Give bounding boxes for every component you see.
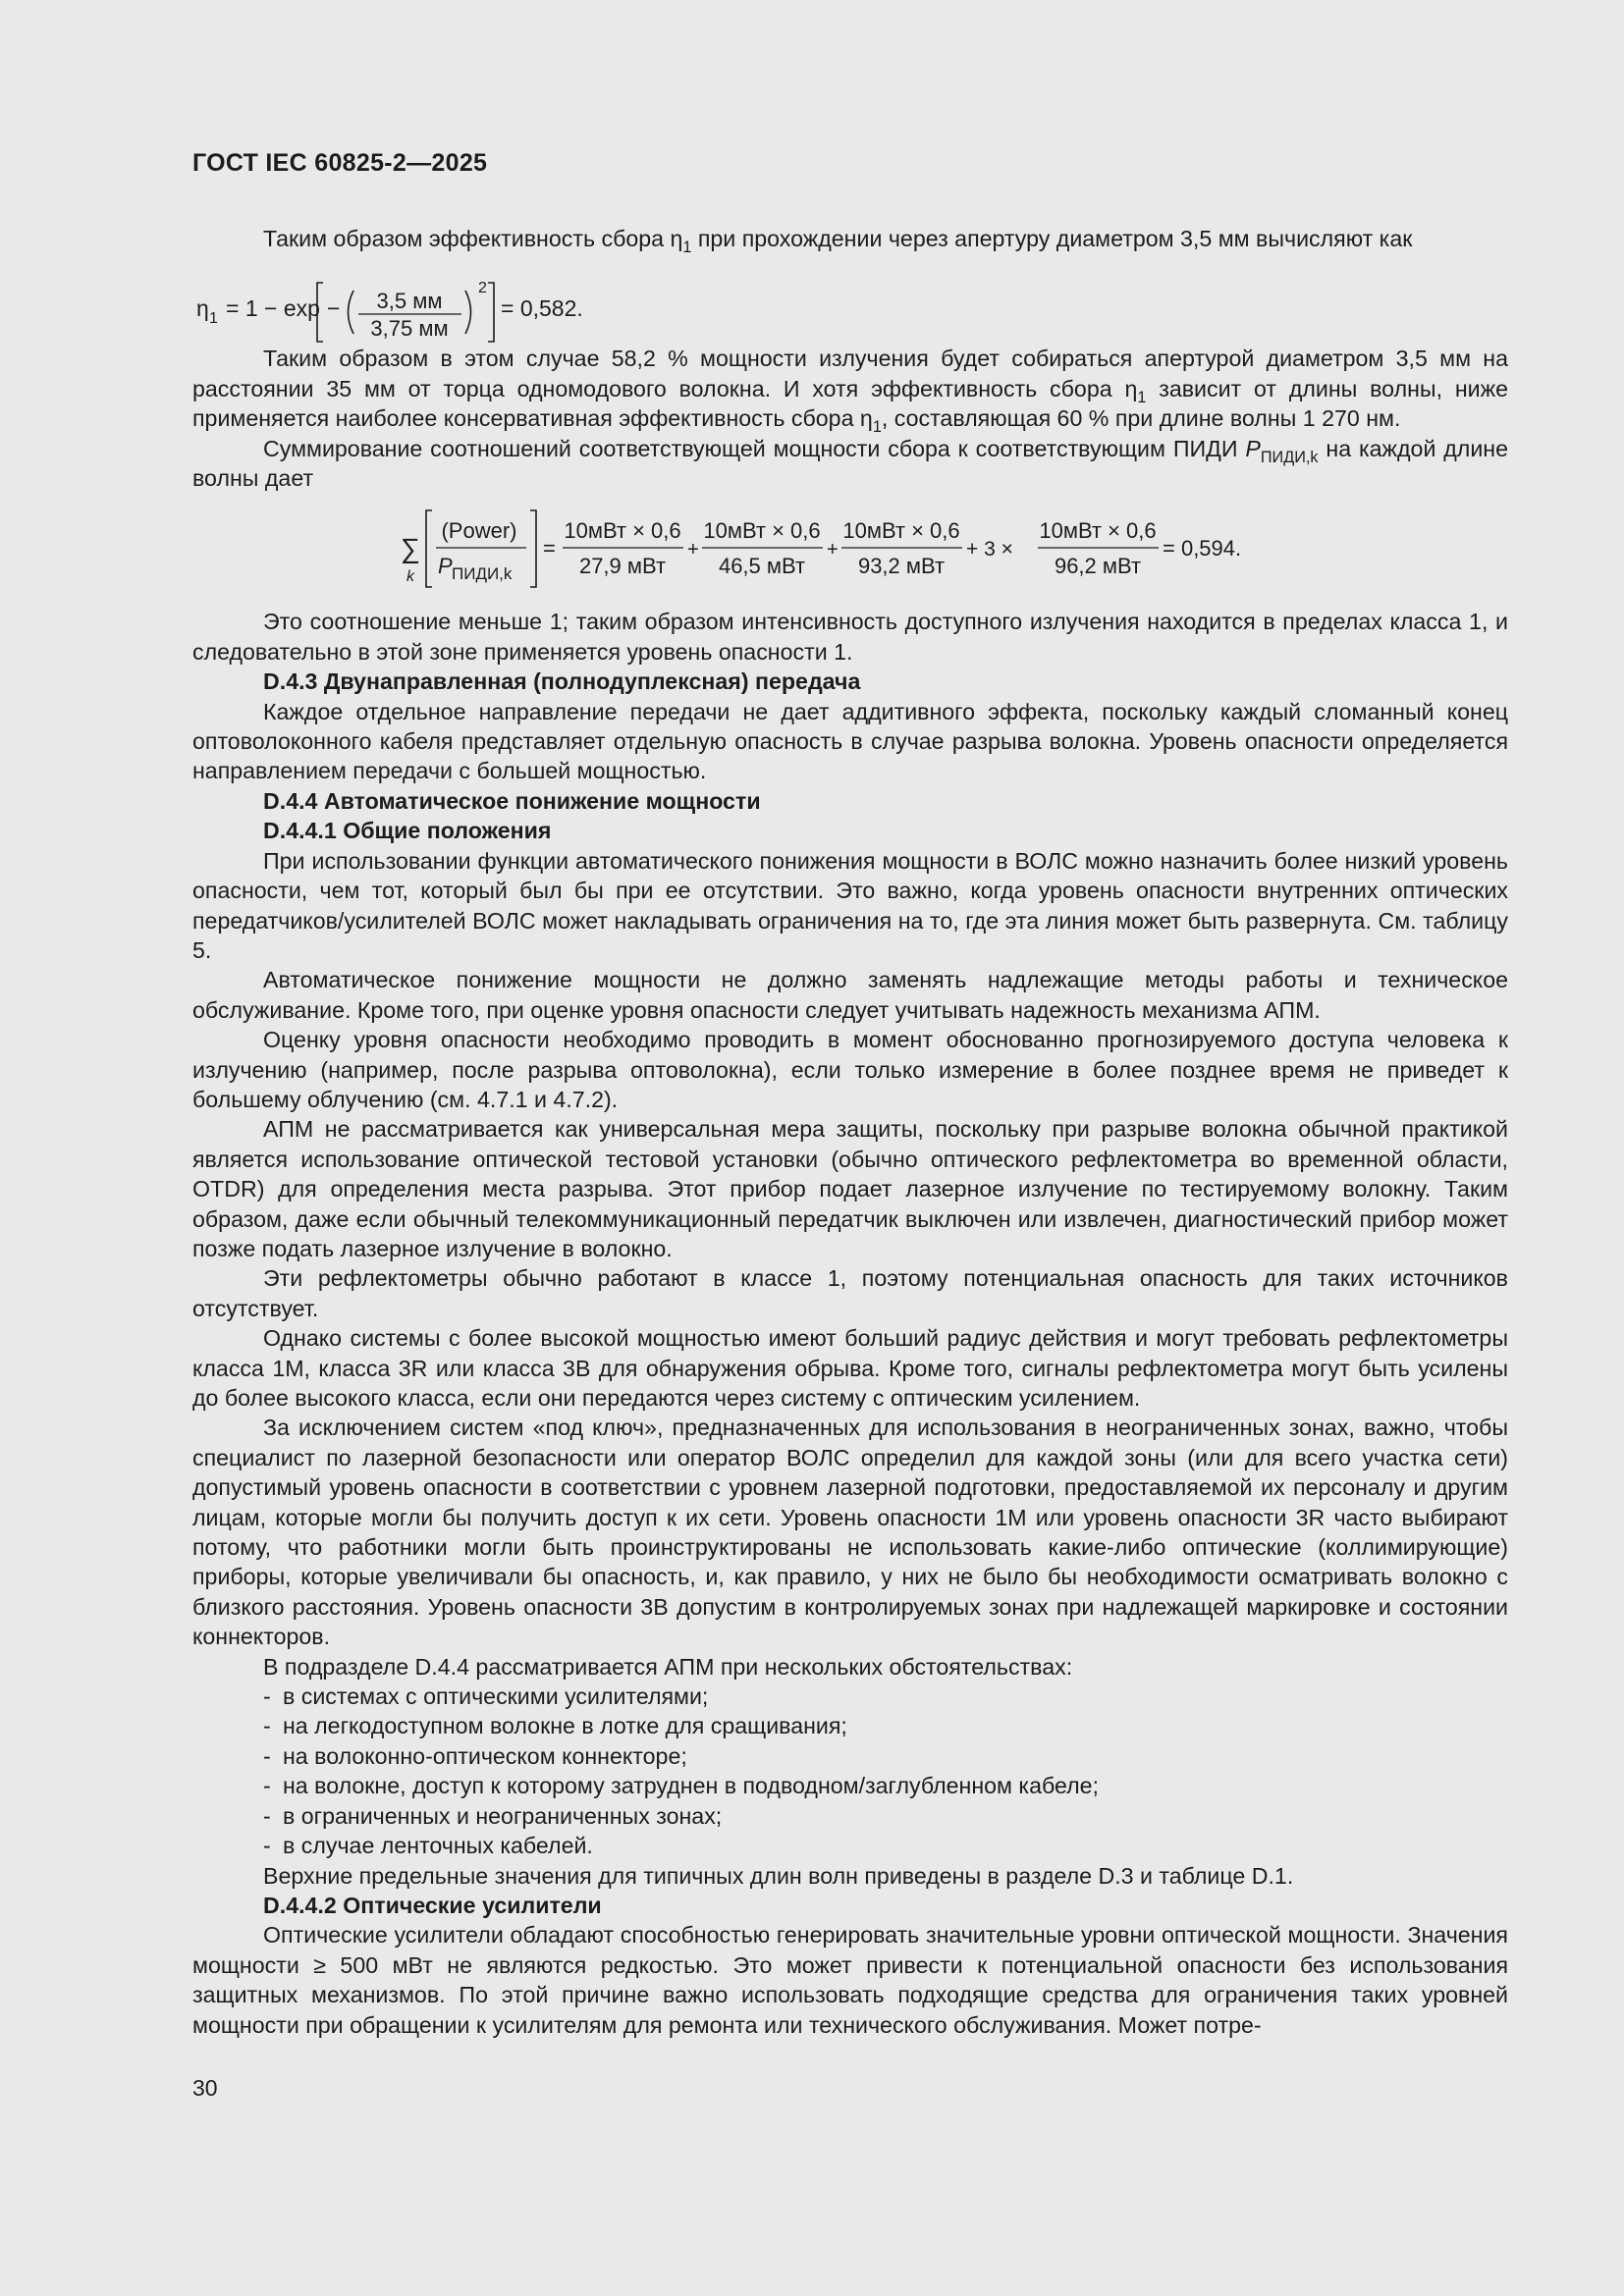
term-2-numerator: 10мВт × 0,6	[703, 518, 821, 544]
list-dash: -	[263, 1802, 271, 1829]
heading-d43: D.4.3 Двунаправленная (полнодуплексная) передача	[263, 668, 861, 695]
list-item-text: на легкодоступном волокне в лотке для сращивания;	[283, 1713, 847, 1739]
formula-efficiency	[192, 253, 1508, 344]
text-run: Суммирование соотношений соответствующей мощности сбора к соответствующим ПИДИ	[263, 435, 1246, 461]
paragraph-result-explanation	[192, 344, 1508, 437]
right-paren	[465, 291, 471, 334]
left-paren	[349, 291, 354, 334]
list-item-text: в системах с оптическими усилителями;	[283, 1683, 709, 1710]
equals-sign: =	[543, 536, 556, 561]
term-3-denominator: 93,2 мВт	[857, 554, 946, 579]
list-item-text: в случае ленточных кабелей.	[283, 1833, 593, 1859]
formula-power: 2	[478, 280, 487, 297]
paragraph-circumstances: В подразделе D.4.4 рассматривается АПМ при нескольких обстоятельствах:	[263, 1653, 1073, 1680]
paragraph-collection-efficiency	[192, 224, 1508, 256]
term-1-denominator: 27,9 мВт	[578, 554, 667, 579]
paragraph-turnkey: За исключением систем «под ключ», предназначенных для использования в неограниченных зонах, важно, чтобы специалист по лазерной безопасности или оператор ВОЛС определил для каждой зоны (или для всего участка сети) допустимый уровень опасности в соответствии с уровнем лазерной подготовки, предоставляемой их персоналу и другим лицам, которые могли бы получить доступ к их сети. Уровень опасности 1М или уровень опасности 3R часто выбирают потому, что работники могли быть проинструктированы не использовать какие-либо оптические (коллимирующие) приборы, которые увеличивали бы опасность, и, как правило, у них не было бы необходимости осматривать волокно с близкого расстояния. Уровень опасности 3В допустим в контролируемых зонах при надлежащей маркировке и состоянии коннекторов.	[192, 1415, 1508, 1650]
text-run: при прохождении через апертуру диаметром 3,5 мм вычисляют как	[691, 226, 1413, 251]
heading-d44: D.4.4 Автоматическое понижение мощности	[263, 787, 761, 814]
paragraph-conclusion: Это соотношение меньше 1; таким образом интенсивность доступного излучения находится в пределах класса 1, и следовательно в этой зоне применяется уровень опасности 1.	[192, 609, 1508, 665]
formula-denominator: 3,75 мм	[370, 316, 449, 342]
term-4-numerator: 10мВт × 0,6	[1039, 518, 1157, 544]
plus-sign: +	[827, 539, 839, 561]
document-header: ГОСТ IEC 60825-2—2025	[192, 149, 488, 177]
formula-minus: −	[327, 295, 341, 322]
formula-result: = 0,582.	[501, 295, 583, 322]
sum-symbol: ∑	[401, 533, 420, 564]
p-symbol: P	[438, 554, 453, 579]
p-subscript: ПИДИ,k	[452, 564, 513, 584]
paragraph-limits: Верхние предельные значения для типичных длин волн приведены в разделе D.3 и таблице D.1.	[263, 1862, 1294, 1889]
formula-numerator: 3,5 мм	[376, 289, 443, 314]
circumstances-list	[192, 1682, 1508, 1860]
paragraph-otdr: АПМ не рассматривается как универсальная мера защиты, поскольку при разрыве волокна обычной практикой является использование оптической тестовой установки (обычно оптического рефлектометра во временной области, OTDR) для определения места разрыва. Этот прибор подает лазерное излучение по тестируемому волокну. Таким образом, даже если обычный телекоммуникационный передатчик выключен или извлечен, диагностический прибор может позже подать лазерное излучение в волокно.	[192, 1116, 1508, 1261]
paragraph-reflectometers: Эти рефлектометры обычно работают в классе 1, поэтому потенциальная опасность для таких источников отсутствует.	[192, 1265, 1508, 1321]
list-item-text: в ограниченных и неограниченных зонах;	[283, 1802, 723, 1829]
paragraph-assessment: Оценку уровня опасности необходимо проводить в момент обоснованно прогнозируемого доступа человека к излучению (например, после разрыва оптоволокна), если только измерение в более позднее время не приведет к большему облучению (см. 4.7.1 и 4.7.2).	[192, 1027, 1508, 1112]
formula-exp: = 1 − exp	[226, 295, 320, 322]
plus-sign: +	[687, 539, 699, 561]
term-3-numerator: 10мВт × 0,6	[842, 518, 960, 544]
subscript: 1	[872, 418, 882, 437]
term-1-numerator: 10мВт × 0,6	[564, 518, 681, 544]
text-run: Таким образом эффективность сбора η	[263, 226, 683, 251]
text-run: Таким образом в этом случае 58,2 % мощности излучения будет собираться апертурой диаметром 3,5 мм на расстоянии 35 мм от торца одномодового волокна. И хотя эффективность сбора η	[192, 346, 1508, 401]
paragraph-high-power: Однако системы с более высокой мощностью имеют больший радиус действия и могут требовать рефлектометры класса 1М, класса 3R или класса 3В для обнаружения обрыва. Кроме того, сигналы рефлектометра могут быть усилены до более высокого класса, если они передаются через систему с оптическим усилением.	[192, 1325, 1508, 1411]
list-item	[192, 1711, 1508, 1740]
text-run: зависит от длины волны, ниже применяется наиболее консервативная эффективность сбора η	[192, 375, 1508, 432]
formula-summation	[192, 499, 1508, 607]
subscript: 1	[682, 239, 692, 256]
list-dash: -	[263, 1713, 271, 1739]
list-item	[192, 1801, 1508, 1831]
list-item	[192, 1741, 1508, 1771]
power-label: (Power)	[441, 518, 517, 544]
paragraph-summation-intro	[192, 434, 1508, 494]
list-item	[192, 1682, 1508, 1711]
list-item	[192, 1771, 1508, 1800]
formula-efficiency-svg	[196, 253, 609, 344]
paragraph-apm-maintenance: Автоматическое понижение мощности не должно заменять надлежащие методы работы и техническое обслуживание. Кроме того, при оценке уровня опасности следует учитывать надежность механизма АПМ.	[192, 967, 1508, 1023]
formula-summation-svg	[401, 499, 1324, 607]
list-dash: -	[263, 1833, 271, 1859]
text-run: , составляющая 60 % при длине волны 1 270 нм.	[881, 405, 1401, 432]
list-dash: -	[263, 1773, 271, 1799]
right-bracket	[530, 510, 536, 587]
paragraph-apm-usage: При использовании функции автоматического понижения мощности в ВОЛС можно назначить более низкий уровень опасности, чем тот, который был бы при ее отсутствии. Это важно, когда уровень опасности внутренних оптических передатчиков/усилителей ВОЛС может накладывать ограничения на то, где эта линия может быть развернута. См. таблицу 5.	[192, 847, 1508, 963]
page-body	[192, 224, 1508, 2040]
list-item-text: на волоконно-оптическом коннекторе;	[283, 1742, 687, 1769]
symbol-p: P	[1245, 435, 1261, 461]
subscript: 1	[1137, 388, 1147, 406]
list-item-text: на волокне, доступ к которому затруднен в подводном/заглубленном кабеле;	[283, 1773, 1099, 1799]
left-bracket	[426, 510, 432, 587]
coefficient: + 3 ×	[966, 538, 1013, 561]
right-bracket	[488, 283, 494, 342]
formula-lhs-sub: 1	[209, 310, 218, 328]
term-2-denominator: 46,5 мВт	[718, 554, 806, 579]
text-run: на каждой длине волны дает	[192, 435, 1508, 492]
term-4-denominator: 96,2 мВт	[1054, 554, 1142, 579]
subscript: ПИДИ,k	[1260, 448, 1319, 466]
list-item	[192, 1831, 1508, 1860]
page-number: 30	[192, 2075, 218, 2101]
summation-result: = 0,594.	[1163, 536, 1242, 561]
heading-d441: D.4.4.1 Общие положения	[263, 818, 552, 844]
sum-index: k	[406, 568, 414, 586]
formula-lhs: η	[196, 295, 209, 322]
paragraph-optical-amplifiers: Оптические усилители обладают способностью генерировать значительные уровни оптической мощности. Значения мощности ≥ 500 мВт не являются редкостью. Это может привести к потенциальной опасности без использования защитных механизмов. По этой причине важно использовать подходящие средства для ограничения таких уровней мощности при обращении к усилителям для ремонта или технического обслуживания. Может потре-	[192, 1922, 1508, 2038]
paragraph-duplex: Каждое отдельное направление передачи не дает аддитивного эффекта, поскольку каждый сломанный конец оптоволоконного кабеля представляет отдельную опасность в случае разрыва волокна. Уровень опасности определяется направлением передачи с большей мощностью.	[192, 698, 1508, 784]
list-dash: -	[263, 1742, 271, 1769]
list-dash: -	[263, 1683, 271, 1710]
heading-d442: D.4.4.2 Оптические усилители	[263, 1892, 602, 1918]
